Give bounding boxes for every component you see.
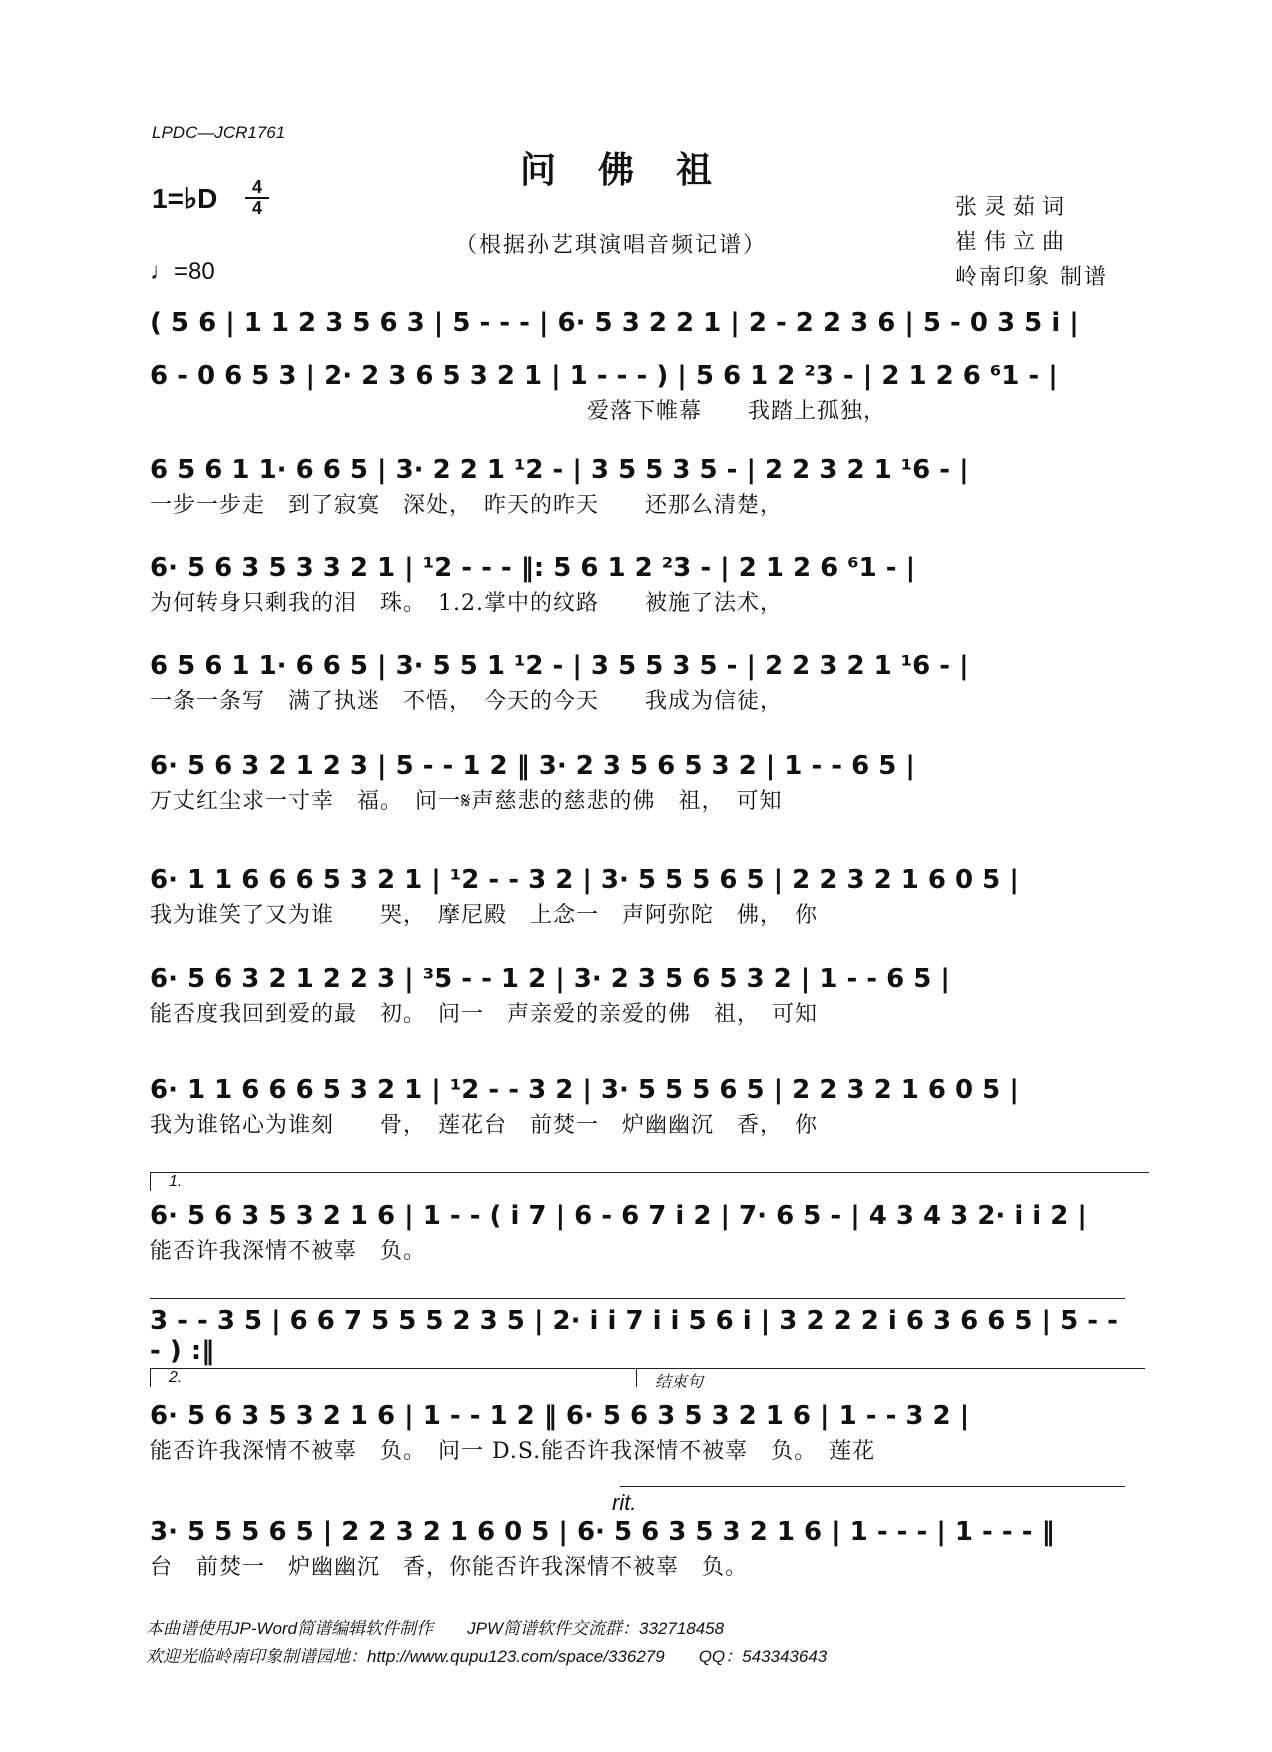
time-signature [245,178,269,218]
key-signature: 1=♭D [152,183,218,214]
system-9 [150,1072,1135,1138]
system-10 [150,1198,1135,1264]
ritardando-mark: rit. [612,1490,637,1515]
notation-line: 6· 5 6 3 5 3 2 1 6 | 1 - - ( i 7 | 6 - 6 7 i 2 | 7· 6 5 - | 4 3 4 3 2· i i 2 | [150,1201,1087,1231]
notation-line: 6· 5 6 3 5 3 2 1 6 | 1 - - 1 2 ‖ 6· 5 6 3 5 3 2 1 6 | 1 - - 3 2 | [150,1401,970,1431]
notation-line: 6 5 6 1 1· 6 6 5 | 3· 2 2 1 ¹2 - | 3 5 5 3 5 - | 2 2 3 2 1 ¹6 - | [150,455,969,485]
ending-bracket: 结束句 [636,1368,1145,1387]
score-code: LPDC—JCR1761 [152,123,286,142]
lyric-line: 一条一条写 满了执迷 不悟， 今天的今天 我成为信徒， [150,689,784,714]
notation-line: 6· 5 6 3 2 1 2 2 3 | ³5 - - 1 2 | 3· 2 3 5 6 5 3 2 | 1 - - 6 5 | [150,964,950,994]
footer-software-line: 本曲谱使用JP-Word简谱编辑软件制作 JPW简谱软件交流群：332718458 [146,1619,725,1638]
tempo-mark: ♩=80 [150,258,215,285]
transcriber-credit: 岭南印象 制谱 [955,265,1108,290]
notation-line: 6· 5 6 3 5 3 3 2 1 | ¹2 - - - ‖: 5 6 1 2 ²3 - | 2 1 2 6 ⁶1 - | [150,553,916,583]
system-12 [150,1398,1135,1464]
volta-2-bracket: 2. [150,1368,649,1387]
system-6 [150,748,1135,814]
ending-bracket-continuation [620,1486,1125,1487]
system-8 [150,961,1135,1027]
notation-line: ( 5 6 | 1 1 2 3 5 6 3 | 5 - - - | 6· 5 3 2 2 1 | 2 - 2 2 3 6 | 5 - 0 3 5 i | [150,308,1079,338]
system-11 [150,1306,1135,1366]
lyric-line: 万丈红尘求一寸幸 福。 问一𝄋声慈悲的慈悲的佛 祖， 可知 [150,789,783,814]
lyric-line: 能否许我深情不被辜 负。 [150,1239,427,1264]
notation-line: 3 - - 3 5 | 6 6 7 5 5 5 2 3 5 | 2· i i 7 i i 5 6 i | 3 2 2 2 i 6 3 6 6 5 | 5 - - - ) :‖ [150,1306,1118,1366]
composer-credit: 崔伟立曲 [955,230,1072,255]
notation-line: 6· 5 6 3 2 1 2 3 | 5 - - 1 2 ‖ 3· 2 3 5 6 5 3 2 | 1 - - 6 5 | [150,751,915,781]
system-4 [150,550,1135,616]
system-13 [150,1514,1135,1580]
notation-line: 3· 5 5 5 6 5 | 2 2 3 2 1 6 0 5 | 6· 5 6 3 5 3 2 1 6 | 1 - - - | 1 - - - ‖ [150,1517,1055,1547]
system-3 [150,452,1135,518]
subtitle: （根据孙艺琪演唱音频记谱） [455,233,768,258]
notation-line: 6· 1 1 6 6 6 5 3 2 1 | ¹2 - - 3 2 | 3· 5 5 5 6 5 | 2 2 3 2 1 6 0 5 | [150,865,1019,895]
notation-line: 6 - 0 6 5 3 | 2· 2 3 6 5 3 2 1 | 1 - - - ) | 5 6 1 2 ²3 - | 2 1 2 6 ⁶1 - | [150,361,1058,391]
lyric-line: 爱落下帷幕 我踏上孤独， [150,399,887,424]
notation-line: 6 5 6 1 1· 6 6 5 | 3· 5 5 1 ¹2 - | 3 5 5 3 5 - | 2 2 3 2 1 ¹6 - | [150,651,969,681]
lyric-line: 我为谁笑了又为谁 哭， 摩尼殿 上念一 声阿弥陀 佛， 你 [150,903,819,928]
lyric-line: 台 前焚一 炉幽幽沉 香，你能否许我深情不被辜 负。 [150,1555,749,1580]
lyric-line: 能否度我回到爱的最 初。 问一 声亲爱的亲爱的佛 祖， 可知 [150,1002,819,1027]
system-2 [150,358,1135,424]
volta-1-continuation [150,1298,1125,1299]
lyricist-credit: 张灵茹词 [955,195,1072,220]
footer-website-line: 欢迎光临岭南印象制谱园地：http://www.qupu123.com/space/336279 QQ：543343643 [146,1647,828,1666]
time-signature-top: 4 [251,177,262,197]
lyric-line: 能否许我深情不被辜 负。 问一 D.S.能否许我深情不被辜 负。 莲花 [150,1439,876,1464]
system-7 [150,862,1135,928]
song-title: 问佛祖 [520,149,755,191]
lyric-line: 为何转身只剩我的泪 珠。 1.2.掌中的纹路 被施了法术， [150,591,783,616]
system-5 [150,648,1135,714]
lyric-line: 我为谁铭心为谁刻 骨， 莲花台 前焚一 炉幽幽沉 香， 你 [150,1113,819,1138]
notation-line: 6· 1 1 6 6 6 5 3 2 1 | ¹2 - - 3 2 | 3· 5 5 5 6 5 | 2 2 3 2 1 6 0 5 | [150,1075,1019,1105]
lyric-line: 一步一步走 到了寂寞 深处， 昨天的昨天 还那么清楚， [150,493,784,518]
time-signature-bottom: 4 [251,198,262,218]
volta-1-bracket: 1. [150,1172,1149,1191]
